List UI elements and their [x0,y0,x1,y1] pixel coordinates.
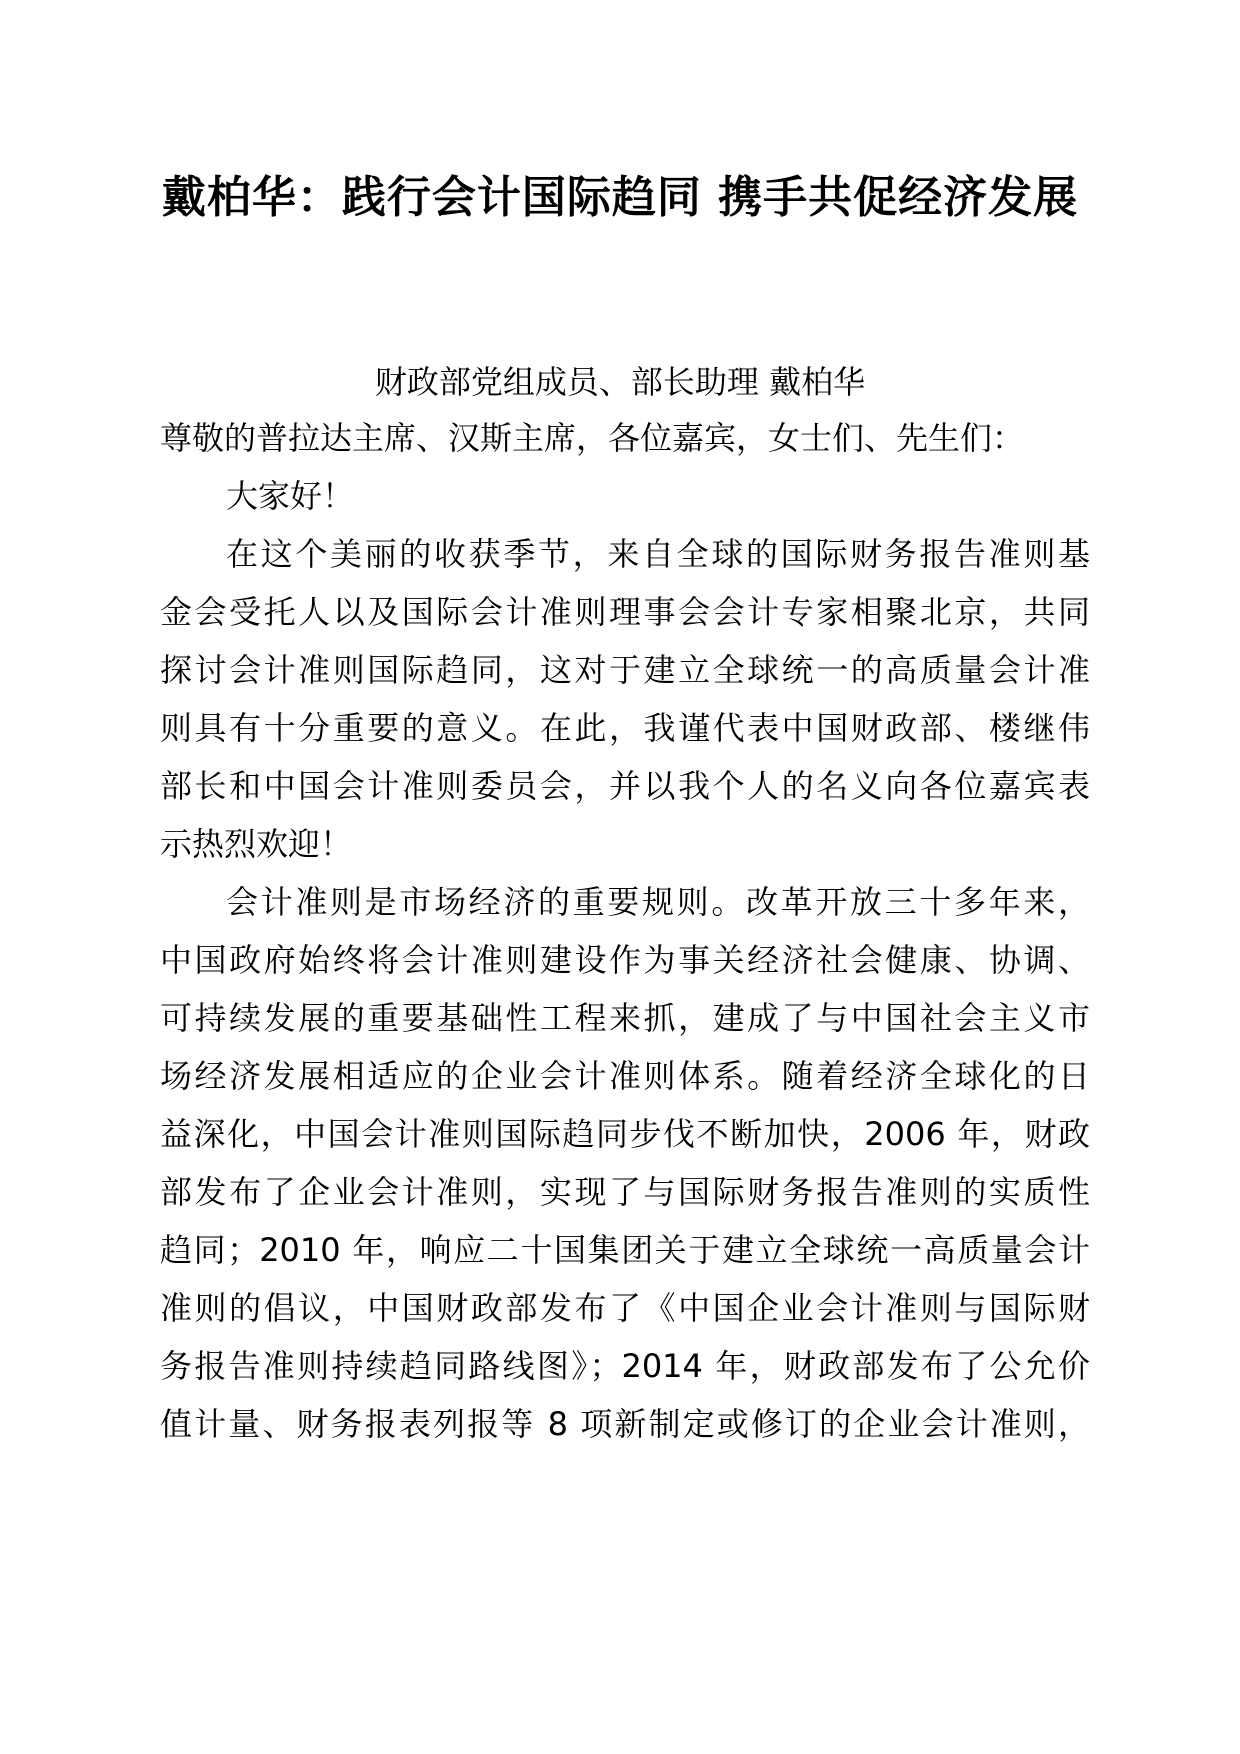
paragraph-1-line: 示热烈欢迎！ [160,825,353,863]
paragraph-2-line: 部发布了企业会计准则，实现了与国际财务报告准则的实质性 [160,1173,1090,1211]
paragraph-1-line: 则具有十分重要的意义。在此，我谨代表中国财政部、楼继伟 [160,709,1090,747]
salutation: 尊敬的普拉达主席、汉斯主席，各位嘉宾，女士们、先生们： [160,419,1025,457]
paragraph-2-line: 值计量、财务报表列报等 8 项新制定或修订的企业会计准则， [160,1405,1090,1443]
paragraph-1-line: 部长和中国会计准则委员会，并以我个人的名义向各位嘉宾表 [160,767,1090,805]
paragraph-2-line: 场经济发展相适应的企业会计准则体系。随着经济全球化的日 [160,1057,1090,1095]
paragraph-2-line: 准则的倡议，中国财政部发布了《中国企业会计准则与国际财 [160,1289,1090,1327]
greeting: 大家好！ [226,477,355,515]
paragraph-2-line: 可持续发展的重要基础性工程来抓，建成了与中国社会主义市 [160,999,1090,1037]
paragraph-2-line: 会计准则是市场经济的重要规则。改革开放三十多年来， [226,883,1090,921]
paragraph-2-line: 益深化，中国会计准则国际趋同步伐不断加快，2006 年，财政 [160,1115,1090,1153]
author-byline: 财政部党组成员、部长助理 戴柏华 [374,363,866,401]
paragraph-1-line: 探讨会计准则国际趋同，这对于建立全球统一的高质量会计准 [160,651,1090,689]
document-title: 戴柏华：践行会计国际趋同 携手共促经济发展 [161,172,1079,223]
paragraph-1-line: 在这个美丽的收获季节，来自全球的国际财务报告准则基 [226,535,1090,573]
paragraph-2-line: 中国政府始终将会计准则建设作为事关经济社会健康、协调、 [160,941,1090,979]
paragraph-2-line: 趋同；2010 年，响应二十国集团关于建立全球统一高质量会计 [160,1231,1090,1269]
paragraph-1-line: 金会受托人以及国际会计准则理事会会计专家相聚北京，共同 [160,593,1090,631]
paragraph-2-line: 务报告准则持续趋同路线图》；2014 年，财政部发布了公允价 [160,1347,1090,1385]
